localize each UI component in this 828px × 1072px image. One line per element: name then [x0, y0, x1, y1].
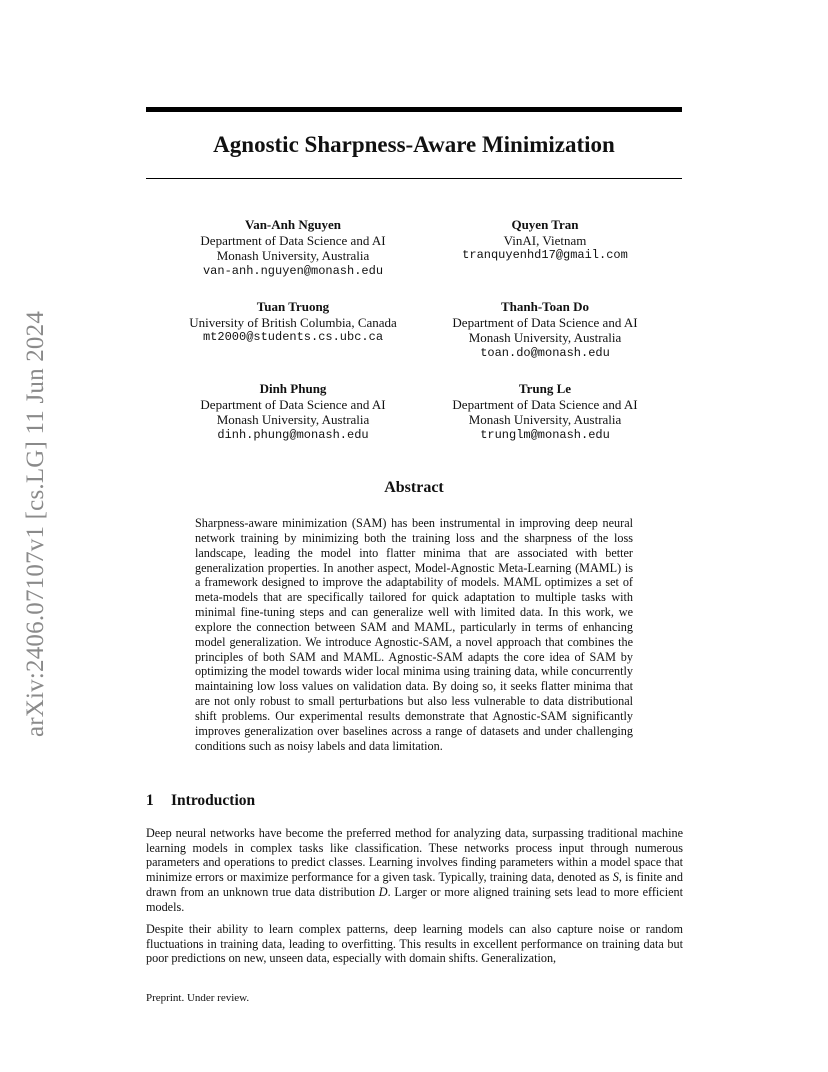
author-affiliation: Monash University, Australia	[216, 412, 370, 427]
author-name: Trung Le	[518, 381, 572, 396]
author-name: Quyen Tran	[511, 217, 579, 232]
arxiv-identifier: arXiv:2406.07107v1 [cs.LG] 11 Jun 2024	[22, 310, 49, 738]
preprint-footer: Preprint. Under review.	[146, 992, 250, 1004]
section-heading	[146, 792, 255, 810]
author-email: dinh.phung@monash.edu	[217, 427, 369, 442]
author-email: toan.do@monash.edu	[480, 345, 610, 360]
intro-paragraph-2: Despite their ability to learn complex patterns, deep learning models can also capture noise or random fluctuations in training data, leading to overfitting. This results in excellent performance on training data but poor predictions on new, unseen data, especially with domain shifts. Generalization,	[146, 922, 683, 966]
title-bottom-rule	[146, 178, 682, 179]
author-affiliation: Department of Data Science and AI	[200, 396, 386, 412]
author-affiliation: Department of Data Science and AI	[452, 396, 638, 412]
author-name: Thanh-Toan Do	[500, 299, 590, 314]
author-block	[402, 381, 688, 443]
author-email: tranquyenhd17@gmail.com	[462, 248, 628, 262]
title-top-rule	[146, 107, 682, 112]
author-name: Tuan Truong	[256, 299, 330, 314]
author-email: mt2000@students.cs.ubc.ca	[202, 330, 384, 344]
author-email: trunglm@monash.edu	[480, 427, 610, 442]
author-affiliation: Department of Data Science and AI	[200, 232, 386, 248]
author-block	[402, 217, 688, 264]
paragraph-text: . Larger or more aligned training sets lead to more efficient models.	[146, 884, 683, 914]
author-affiliation: Monash University, Australia	[468, 412, 622, 427]
author-block	[150, 299, 436, 346]
paragraph-text: , is finite and drawn from an unknown true data distribution	[146, 870, 683, 899]
author-email: van-anh.nguyen@monash.edu	[202, 263, 384, 278]
author-block	[402, 299, 688, 361]
abstract-heading: Abstract	[384, 479, 444, 496]
section-number: 1	[146, 792, 154, 809]
paper-title: Agnostic Sharpness-Aware Minimization	[213, 132, 615, 157]
abstract-text: Sharpness-aware minimization (SAM) has been instrumental in improving deep neural network training by minimizing both the training loss and the sharpness of the loss landscape, leading the model into flatter minima that are associated with better generalization properties. In another aspect, Model-Agnostic Meta-Learning (MAML) is a framework designed to improve the adaptability of models. MAML optimizes a set of meta-models that are specifically tailored for quick adaptation to multiple tasks with minimal fine-tuning steps and can generalize well with limited data. In this work, we explore the connection between SAM and MAML, particularly in terms of enhancing model generalization. We introduce Agnostic-SAM, a novel approach that combines the principles of both SAM and MAML. Agnostic-SAM adapts the core idea of SAM by optimizing the model towards wider local minima using training data, while concurrently maintaining low loss values on validation data. By doing so, it seeks flatter minima that are not only robust to small perturbations but also less vulnerable to data distributional shift problems. Our experimental results demonstrate that Agnostic-SAM significantly improves generalization over baselines across a range of datasets and under challenging conditions such as noisy labels and data limitation.	[195, 516, 633, 753]
author-name: Dinh Phung	[259, 381, 327, 396]
author-affiliation: Monash University, Australia	[216, 248, 370, 263]
author-block	[150, 381, 436, 443]
math-symbol-s: S	[612, 870, 619, 885]
author-affiliation: VinAI, Vietnam	[503, 232, 587, 248]
author-block	[150, 217, 436, 279]
section-title: Introduction	[171, 792, 256, 809]
math-symbol-d: D	[378, 884, 388, 899]
intro-paragraph-1	[146, 826, 683, 914]
paragraph-text: Deep neural networks have become the preferred method for analyzing data, surpassing traditional machine learning models in complex tasks like classification. These networks process input through numerous parameters and operations to predict classes. Learning involves finding parameters within a model space that minimize errors or maximize performance for a given task. Typically, training data, denoted as	[146, 826, 683, 885]
author-name: Van-Anh Nguyen	[245, 217, 341, 232]
author-affiliation: Monash University, Australia	[468, 330, 622, 345]
author-affiliation: Department of Data Science and AI	[452, 314, 638, 330]
author-affiliation: University of British Columbia, Canada	[189, 314, 397, 330]
